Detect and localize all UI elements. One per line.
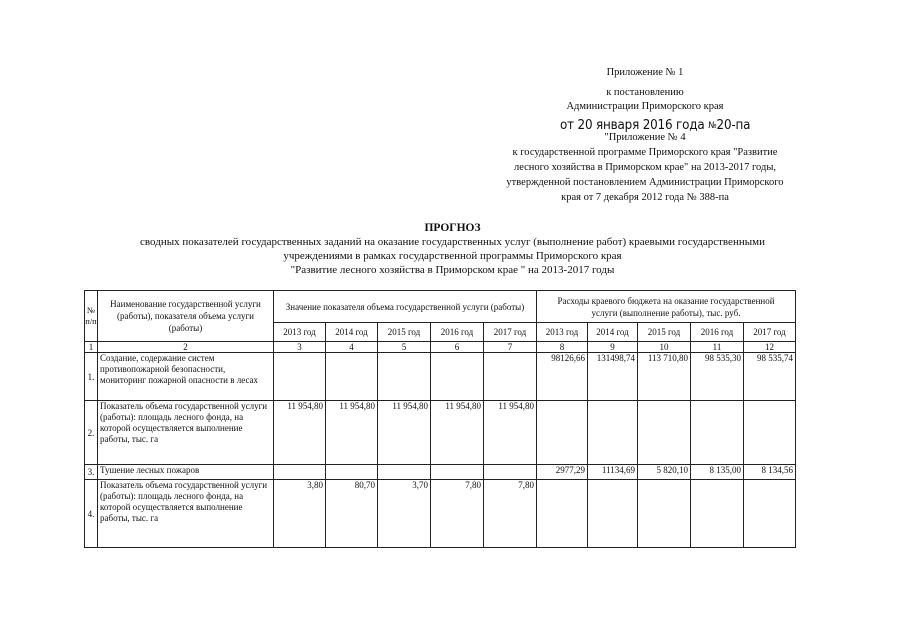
subtitle-line-3: "Развитие лесного хозяйства в Приморском крае " на 2013-2017 годы — [290, 264, 615, 276]
volume-cell: 80,70 — [326, 480, 378, 548]
volume-cell: 11 954,80 — [484, 401, 537, 465]
year-header: 2015 год — [378, 323, 431, 342]
col-index: 3 — [274, 342, 326, 353]
budget-cell — [691, 401, 744, 465]
volume-cell — [484, 353, 537, 401]
volume-cell: 3,70 — [378, 480, 431, 548]
volume-cell — [274, 465, 326, 480]
volume-cell — [326, 465, 378, 480]
budget-cell: 113 710,80 — [638, 353, 691, 401]
column-numbers-row — [85, 342, 796, 353]
volume-cell — [431, 353, 484, 401]
col-index: 10 — [638, 342, 691, 353]
budget-cell: 11134,69 — [588, 465, 638, 480]
budget-cell: 98126,66 — [537, 353, 588, 401]
header-row-1 — [85, 291, 796, 323]
program-ref-line-1: к государственной программе Приморского края "Развитие — [512, 147, 778, 158]
col-index: 4 — [326, 342, 378, 353]
decree-ref-line: к постановлению — [606, 87, 684, 98]
budget-cell: 5 820,10 — [638, 465, 691, 480]
administration-line: Администрации Приморского края — [566, 101, 724, 112]
budget-cell — [744, 401, 796, 465]
row-name: Тушение лесных пожаров — [98, 465, 274, 480]
table-row — [85, 353, 796, 401]
budget-cell: 8 134,56 — [744, 465, 796, 480]
program-ref-line-2: лесного хозяйства в Приморском крае" на 2013-2017 годы, — [513, 162, 776, 173]
budget-cell — [537, 401, 588, 465]
year-header: 2013 год — [537, 323, 588, 342]
row-name: Создание, содержание систем противопожарной безопасности, мониторинг пожарной опасности в лесах — [98, 353, 274, 401]
budget-cell — [691, 480, 744, 548]
volume-cell: 11 954,80 — [274, 401, 326, 465]
document-title: ПРОГНОЗ — [424, 222, 481, 234]
year-header: 2017 год — [484, 323, 537, 342]
budget-cell: 2977,29 — [537, 465, 588, 480]
budget-cell — [537, 480, 588, 548]
row-number: 1. — [85, 353, 98, 401]
row-number: 2. — [85, 401, 98, 465]
volume-cell: 7,80 — [484, 480, 537, 548]
col-number-header: № п/п — [85, 291, 98, 342]
volume-cell: 7,80 — [431, 480, 484, 548]
volume-cell — [378, 465, 431, 480]
volume-group-header: Значение показателя объема государственной услуги (работы) — [274, 291, 537, 323]
year-header: 2014 год — [326, 323, 378, 342]
budget-cell — [744, 480, 796, 548]
col-index: 5 — [378, 342, 431, 353]
col-index: 2 — [98, 342, 274, 353]
col-index: 8 — [537, 342, 588, 353]
budget-cell: 98 535,30 — [691, 353, 744, 401]
col-index: 12 — [744, 342, 796, 353]
col-index: 7 — [484, 342, 537, 353]
volume-cell — [484, 465, 537, 480]
subtitle-line-2: учреждениями в рамках государственной программы Приморского края — [283, 250, 622, 262]
col-index: 6 — [431, 342, 484, 353]
row-name: Показатель объема государственной услуги (работы): площадь лесного фонда, на которой осуществляется выполнение работы, тыс. га — [98, 401, 274, 465]
col-index: 1 — [85, 342, 98, 353]
volume-cell — [326, 353, 378, 401]
volume-cell: 11 954,80 — [378, 401, 431, 465]
subtitle-line-1: сводных показателей государственных заданий на оказание государственных услуг (выполнение работ) краевыми государственными — [140, 236, 765, 248]
year-header: 2015 год — [638, 323, 691, 342]
year-header: 2013 год — [274, 323, 326, 342]
decree-number: 20-па — [716, 118, 751, 133]
number-sign: № — [708, 121, 717, 131]
budget-cell — [588, 401, 638, 465]
volume-cell: 11 954,80 — [431, 401, 484, 465]
volume-cell — [431, 465, 484, 480]
volume-cell: 11 954,80 — [326, 401, 378, 465]
table-row — [85, 401, 796, 465]
row-number: 3. — [85, 465, 98, 480]
decree-date: от 20 января 2016 года — [560, 118, 705, 133]
budget-group-header: Расходы краевого бюджета на оказание государственной услуги (выполнение работы), тыс. руб. — [537, 291, 796, 323]
year-header: 2016 год — [691, 323, 744, 342]
table-row — [85, 465, 796, 480]
volume-cell — [274, 353, 326, 401]
year-header: 2014 год — [588, 323, 638, 342]
budget-cell: 98 535,74 — [744, 353, 796, 401]
budget-cell: 131498,74 — [588, 353, 638, 401]
appendix4-label: "Приложение № 4 — [604, 132, 686, 143]
budget-cell — [638, 401, 691, 465]
table-row — [85, 480, 796, 548]
appendix-label: Приложение № 1 — [606, 67, 684, 78]
year-header: 2016 год — [431, 323, 484, 342]
volume-cell: 3,80 — [274, 480, 326, 548]
col-index: 11 — [691, 342, 744, 353]
program-ref-line-3: утвержденной постановлением Администрации Приморского — [506, 177, 784, 188]
budget-cell — [588, 480, 638, 548]
volume-cell — [378, 353, 431, 401]
program-ref-line-4: края от 7 декабря 2012 года № 388-па — [561, 192, 729, 203]
col-name-header: Наименование государственной услуги (работы), показателя объема услуги (работы) — [98, 291, 274, 342]
row-name: Показатель объема государственной услуги (работы): площадь лесного фонда, на которой осуществляется выполнение работы, тыс. га — [98, 480, 274, 548]
budget-cell: 8 135,00 — [691, 465, 744, 480]
forecast-table — [84, 290, 796, 548]
col-index: 9 — [588, 342, 638, 353]
budget-cell — [638, 480, 691, 548]
year-header: 2017 год — [744, 323, 796, 342]
row-number: 4. — [85, 480, 98, 548]
